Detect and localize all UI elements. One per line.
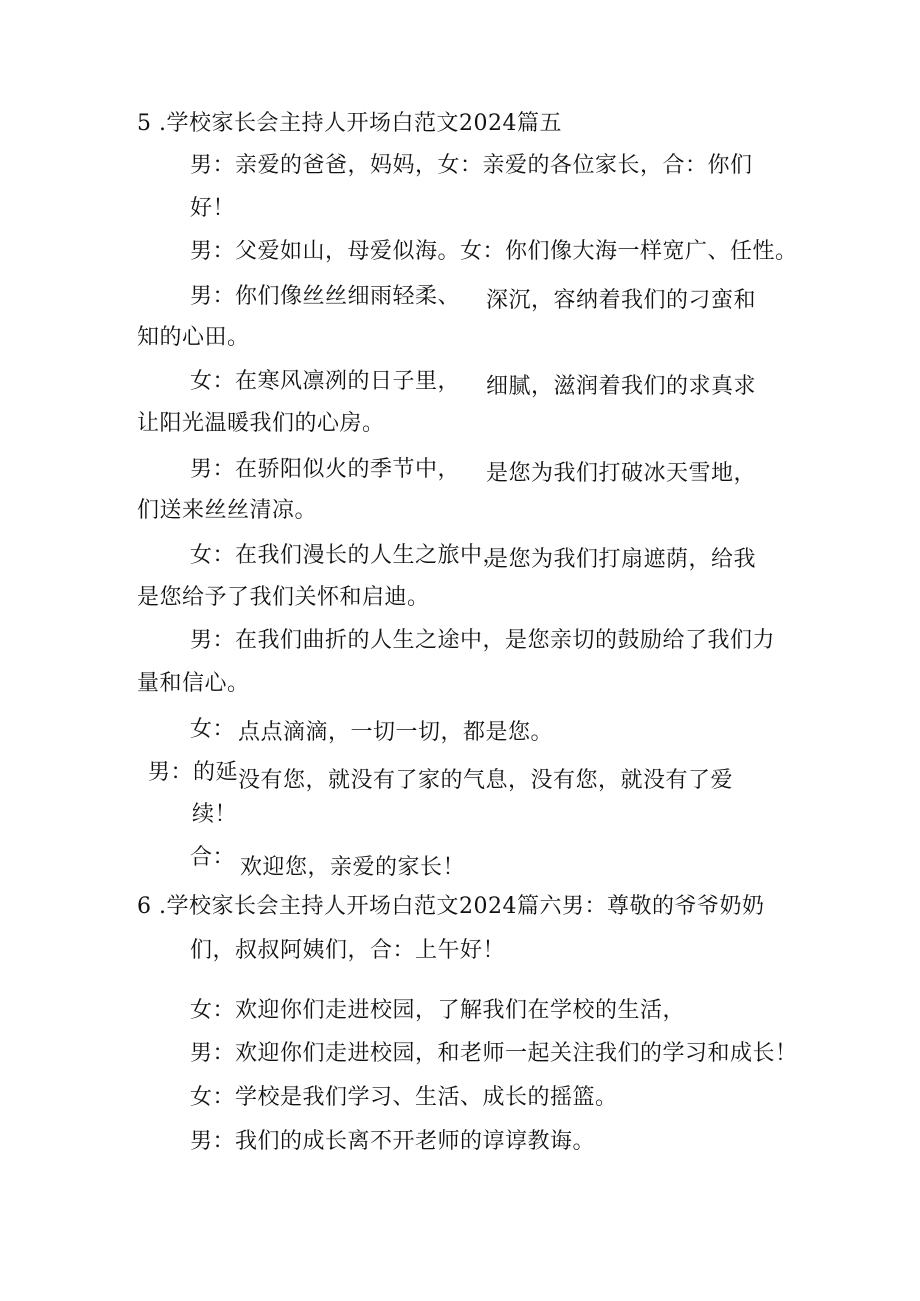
- text-line: 男：在骄阳似火的季节中，: [190, 457, 461, 482]
- text-line: 是您给予了我们关怀和启迪。: [137, 585, 430, 610]
- text-line: 女：在我们漫长的人生之旅中，: [190, 543, 506, 568]
- text-line: 知的心田。: [137, 325, 250, 350]
- text-line: 男：我们的成长离不开老师的谆谆教诲。: [190, 1129, 596, 1154]
- text-line: 点点滴滴，一切一切，都是您。: [238, 720, 554, 745]
- text-line: 是您为我们打破冰天雪地，: [486, 461, 757, 486]
- speaker-label: 合：: [190, 845, 236, 870]
- speaker-label: 女：: [190, 717, 236, 742]
- text-line: 女：在寒风凛冽的日子里，: [190, 369, 461, 394]
- text-line: 细腻，滋润着我们的求真求: [486, 374, 757, 399]
- text-line: 欢迎您，亲爱的家长！: [240, 855, 466, 880]
- text-line: 们送来丝丝清凉。: [137, 498, 318, 523]
- text-line: 们，叔叔阿姨们，合：上午好！: [190, 938, 506, 963]
- section-heading-6: 6 .学校家长会主持人开场白范文2024篇六男：尊敬的爷爷奶奶: [137, 894, 765, 919]
- text-line: 男：在我们曲折的人生之途中，是您亲切的鼓励给了我们力: [190, 628, 776, 653]
- text-line: 是您为我们打扇遮荫，给我: [486, 547, 757, 572]
- text-line: 好！: [190, 196, 236, 221]
- text-line: 男：你们像丝丝细雨轻柔、: [190, 284, 461, 309]
- text-line: 让阳光温暖我们的心房。: [137, 411, 385, 436]
- speaker-label: 男：的延: [148, 760, 239, 785]
- text-line: 女：学校是我们学习、生活、成长的摇篮。: [190, 1085, 618, 1110]
- text-line: 男：父爱如山，母爱似海。女：你们像大海一样宽广、任性。: [190, 239, 798, 264]
- text-line: 深沉，容纳着我们的刁蛮和: [486, 288, 757, 313]
- text-line: 量和信心。: [137, 671, 250, 696]
- section-heading-5: 5 .学校家长会主持人开场白范文2024篇五: [137, 111, 562, 136]
- text-line: 没有您，就没有了家的气息，没有您，就没有了爱: [238, 768, 734, 793]
- text-line: 男：亲爱的爸爸，妈妈，女：亲爱的各位家长，合：你们: [190, 153, 753, 178]
- text-line: 男：欢迎你们走进校园，和老师一起关注我们的学习和成长！: [190, 1041, 798, 1066]
- text-line: 续！: [192, 802, 238, 827]
- text-line: 女：欢迎你们走进校园，了解我们在学校的生活，: [190, 998, 686, 1023]
